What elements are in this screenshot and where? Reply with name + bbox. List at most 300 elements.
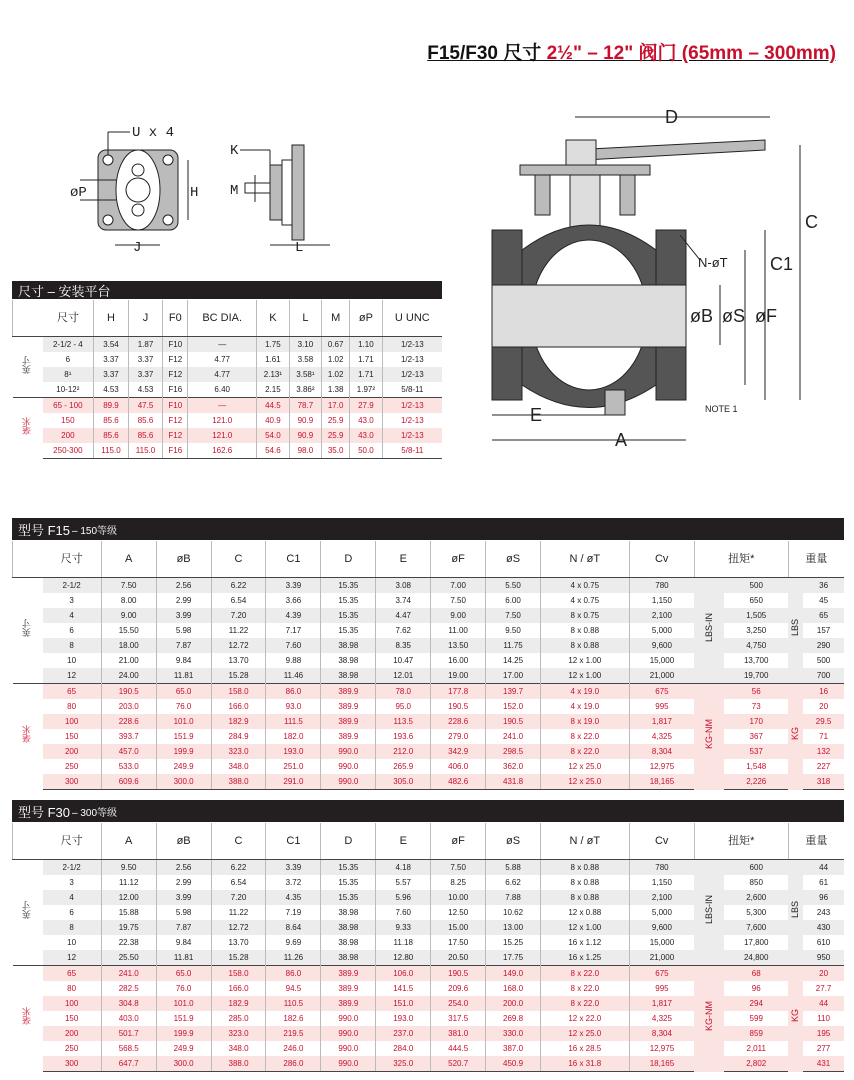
table-cell: 115.0 [94,443,129,459]
table-cell: 86.0 [266,966,321,982]
group-label [13,684,43,790]
column-header: 扭矩* [694,541,788,578]
table-cell: 284.9 [211,729,266,744]
table-cell: 1/2-13 [382,428,442,443]
table-cell: 3.54 [94,337,129,353]
table-cell: 158.0 [211,966,266,982]
group-label-text: 毫米 [22,725,32,744]
table-cell: 168.0 [486,981,541,996]
table-cell: 96 [751,984,761,993]
table-cell: 5.57 [376,875,431,890]
table-cell: 15,000 [629,935,694,950]
table-cell: 990.0 [321,1026,376,1041]
table-cell: 5,300 [746,908,767,917]
f15-table [12,541,844,790]
table-cell: 18.00 [101,638,156,653]
table-cell: 132 [803,744,844,759]
table-cell: 40.9 [257,413,290,428]
table-cell: 7.20 [211,890,266,905]
table-cell: 85.6 [94,413,129,428]
column-header: øF [431,541,486,578]
column-header: A [101,541,156,578]
column-header: 重量 [788,823,844,860]
table-cell: 3.37 [128,352,163,367]
table-cell: 71 [819,732,829,741]
f15-header [12,518,844,540]
table-cell: 388.0 [211,1056,266,1072]
table-cell: 290 [803,638,844,653]
table-cell: 47.5 [128,398,163,414]
table-row [13,966,845,982]
table-cell: 3.10 [289,337,322,353]
group-label-text: 毫米 [22,416,32,435]
table-cell: 13.50 [431,638,486,653]
table-cell: 610 [816,938,831,947]
table-cell: 277 [816,1044,831,1053]
torque-unit-text: KG-NM [703,1000,714,1031]
table-cell: 15.35 [321,860,376,876]
table-cell: 780 [629,578,694,594]
label-h: H [190,185,199,201]
table-cell: 19.00 [431,668,486,684]
table-header-row [13,541,845,578]
group-label [13,860,43,966]
table-cell: 241.0 [101,966,156,982]
table-cell: 7.88 [486,890,541,905]
table-row [13,337,443,353]
table-cell: 4.47 [376,608,431,623]
table-cell: 389.9 [321,996,376,1011]
table-cell: 2.99 [156,875,211,890]
table-row [13,352,443,367]
table-cell: 300.0 [156,1056,211,1072]
table-cell: 8 x 22.0 [541,744,630,759]
table-cell: 12 x 1.00 [541,668,630,684]
table-cell: 94.5 [266,981,321,996]
table-cell: 6.40 [188,382,257,398]
column-header: BC DIA. [188,300,257,337]
table-cell: 166.0 [211,699,266,714]
table-cell: 6 [69,908,74,917]
table-cell: 500 [724,578,788,594]
table-cell: 12 x 1.00 [541,920,630,935]
table-cell: 141.5 [376,981,431,996]
table-cell: 367 [749,732,763,741]
table-cell: 9,600 [629,638,694,653]
table-cell: 89.9 [94,398,129,414]
table-cell: 8.35 [376,638,431,653]
group-label-text: 英寸 [22,355,32,374]
table-cell: 16 [803,684,844,700]
table-cell: 13.70 [211,935,266,950]
table-cell: 2-1/2 - 4 [43,337,94,353]
table-cell: 254.0 [431,996,486,1011]
table-cell: 18,165 [629,1056,694,1072]
table-cell: 16 x 1.12 [541,935,630,950]
table-cell: 106.0 [376,966,431,982]
table-cell: 150 [61,416,75,425]
table-cell: 150 [64,732,79,741]
table-cell: 101.0 [156,996,211,1011]
table-cell: 4.53 [128,382,163,398]
table-row [13,413,443,428]
table-cell: 15.35 [321,578,376,594]
torque-unit-text: LBS-IN [703,894,714,924]
table-cell: 9.50 [101,860,156,876]
table-cell: 251.0 [266,759,321,774]
table-cell: 38.98 [321,905,376,920]
table-cell: 1.61 [257,352,290,367]
table-cell: 1/2-13 [382,337,442,353]
table-cell: 25.50 [101,950,156,966]
table-cell: 18,165 [629,774,694,790]
table-cell: 8 x 0.88 [541,860,630,876]
table-cell: 780 [629,860,694,876]
table-cell: 21.00 [101,653,156,668]
table-cell: 2.56 [156,860,211,876]
table-cell: 15.00 [431,920,486,935]
mounting-pad-drawing [70,120,410,280]
table-cell: 389.9 [321,729,376,744]
table-cell: 4 [43,608,102,623]
table-cell: 9.88 [266,653,321,668]
table-cell: 44 [803,860,844,876]
table-header-row [13,823,845,860]
column-header: D [321,541,376,578]
table-cell: 6.54 [211,593,266,608]
table-cell: 7.62 [376,623,431,638]
table-cell: 110 [817,1014,830,1023]
table-cell: F10 [163,337,188,353]
table-cell: 111.5 [266,714,321,729]
table-cell: 65.0 [156,966,211,982]
table-cell: 859 [724,1026,788,1041]
table-cell: 43.0 [350,413,383,428]
table-cell: 1.10 [350,337,383,353]
table-cell: 3.86² [289,382,322,398]
table-cell: 4,325 [629,729,694,744]
table-cell: 85.6 [128,413,163,428]
table-cell: 15,000 [629,653,694,668]
column-header: øP [350,300,383,337]
table-cell: 8 x 19.0 [541,714,630,729]
weight-unit-text: KG [790,1009,801,1023]
table-cell: 8.25 [431,875,486,890]
table-cell: 65 [43,684,102,700]
table-cell: 27.9 [350,398,383,414]
table-cell: 12 x 25.0 [541,1026,630,1041]
table-cell: 675 [629,966,694,982]
table-cell: 4,325 [629,1011,694,1026]
table-cell: 85.6 [94,428,129,443]
table-cell: 431.8 [486,774,541,790]
table-cell: 227 [816,762,831,771]
table-cell: 1.02 [322,367,350,382]
table-cell: 65.0 [156,684,211,700]
label-ux4: U x 4 [132,125,175,141]
label-not: N-øT [698,255,728,270]
table-cell: 101.0 [156,714,211,729]
table-cell: 10.47 [376,653,431,668]
table-cell: 121.0 [188,428,257,443]
table-cell: 12 [43,950,102,966]
table-cell: 291.0 [266,774,321,790]
table-cell: 151.0 [376,996,431,1011]
table-cell: 389.9 [321,714,376,729]
table-cell: 995 [629,981,694,996]
column-header: C1 [266,823,321,860]
column-header: C1 [266,541,321,578]
label-e: E [530,405,543,425]
table-cell: 209.6 [431,981,486,996]
table-cell: 4.77 [188,352,257,367]
table-cell: 228.6 [101,714,156,729]
table-cell: 3.37 [128,367,163,382]
table-cell: 200 [43,1026,102,1041]
table-cell: 9.33 [376,920,431,935]
mount-header-text: 尺寸 – 安装平台 [18,283,111,299]
table-cell: 12 x 22.0 [541,1011,630,1026]
weight-unit [788,684,803,790]
label-ob: øB [690,306,714,326]
table-cell: 14.25 [486,653,541,668]
table-cell: 249.9 [156,759,211,774]
weight-unit-text: LBS [790,900,801,918]
table-cell: 3.74 [376,593,431,608]
table-cell: 389.9 [321,699,376,714]
table-cell: 2-1/2 [43,578,102,594]
table-cell: 3,250 [746,626,767,635]
table-cell: 431 [803,1056,844,1072]
table-cell: 54.0 [257,428,290,443]
table-cell: 8,304 [629,1026,694,1041]
table-cell: 12.00 [101,890,156,905]
weight-unit [788,578,803,684]
table-cell: 7.87 [156,638,211,653]
table-cell: 139.7 [486,684,541,700]
table-cell: F12 [163,413,188,428]
column-header: øB [156,541,211,578]
table-cell: 11.00 [431,623,486,638]
table-cell: 157 [816,626,831,635]
table-cell: 990.0 [321,1011,376,1026]
table-cell: 2-1/2 [43,860,102,876]
table-cell: 38.98 [321,668,376,684]
table-cell: 10-12² [56,385,80,394]
table-cell: 10 [67,938,77,947]
table-cell: 285.0 [211,1011,266,1026]
table-cell: 387.0 [486,1041,541,1056]
table-cell: 38.98 [321,638,376,653]
table-cell: 80 [67,702,77,711]
column-header: E [376,541,431,578]
table-cell: 520.7 [431,1056,486,1072]
label-d: D [665,107,678,127]
table-cell: 1/2-13 [382,413,442,428]
table-cell: 1/2-13 [382,398,442,414]
table-cell: 25.9 [322,413,350,428]
table-cell: 228.6 [431,714,486,729]
table-cell: 4.35 [266,890,321,905]
table-cell: 2,226 [724,774,788,790]
table-cell: 6 [69,626,74,635]
column-header: K [257,300,290,337]
table-cell: 10.00 [431,890,486,905]
table-cell: 151.9 [156,1011,211,1026]
table-cell: 8 [43,920,102,935]
table-cell: 16 x 1.25 [541,950,630,966]
table-cell: 7.19 [266,905,321,920]
table-cell: 98.0 [289,443,322,459]
label-c: C [805,212,818,232]
column-header: øS [486,823,541,860]
column-header: U UNC [382,300,442,337]
table-cell: 7.50 [486,608,541,623]
table-cell: 348.0 [211,759,266,774]
label-j: J [133,240,142,256]
table-cell: 16 x 31.8 [541,1056,630,1072]
table-cell: 17.75 [486,950,541,966]
table-cell: 200 [43,428,94,443]
table-cell: 190.5 [431,699,486,714]
table-cell: 65 [43,966,102,982]
table-cell: 5,000 [629,905,694,920]
table-cell: 73 [751,702,761,711]
table-cell: 199.9 [156,1026,211,1041]
table-cell: 700 [803,668,844,684]
table-cell: 279.0 [431,729,486,744]
table-cell: 22.38 [101,935,156,950]
table-cell: 151.9 [156,729,211,744]
table-cell: 1,505 [724,608,788,623]
table-cell: 389.9 [321,981,376,996]
table-cell: 1,150 [629,875,694,890]
table-cell: 90.9 [289,413,322,428]
table-cell: 4.39 [266,608,321,623]
table-cell: 0.67 [322,337,350,353]
table-cell: 3 [69,596,74,605]
table-cell: 13.70 [211,653,266,668]
table-cell: 195 [803,1026,844,1041]
table-cell: 501.7 [101,1026,156,1041]
table-cell: 12 x 1.00 [541,653,630,668]
header-spacer [13,300,43,337]
table-cell: 1/2-13 [382,352,442,367]
column-header: øB [156,823,211,860]
table-cell: 1,150 [629,593,694,608]
table-cell: 11.12 [101,875,156,890]
table-cell: 5.88 [486,860,541,876]
group-label [13,398,43,459]
column-header: L [289,300,322,337]
table-cell: 3.66 [266,593,321,608]
table-cell: 8 x 22.0 [541,981,630,996]
table-cell: 5/8-11 [382,382,442,398]
table-cell: 50.0 [350,443,383,459]
column-header: H [94,300,129,337]
ball-valve-drawing [470,100,840,460]
table-cell: 85.6 [128,428,163,443]
table-header-row [13,300,443,337]
table-cell: 3.39 [266,860,321,876]
table-cell: 325.0 [376,1056,431,1072]
table-cell: F10 [163,398,188,414]
column-header: 尺寸 [43,541,102,578]
table-cell: — [188,337,257,353]
table-cell: 20 [803,966,844,982]
table-cell: 990.0 [321,759,376,774]
table-cell: 650 [749,596,763,605]
table-cell: 246.0 [266,1041,321,1056]
table-cell: 15.35 [321,890,376,905]
table-cell: 8.00 [101,593,156,608]
table-cell: 27.7 [815,984,832,993]
table-cell: 15.28 [211,668,266,684]
table-cell: 193.6 [376,729,431,744]
table-cell: — [188,398,257,414]
table-cell: 265.9 [376,759,431,774]
column-header: D [321,823,376,860]
table-cell: 65 [803,608,844,623]
table-cell: 2,100 [629,608,694,623]
table-cell: 96 [803,890,844,905]
table-cell: 152.0 [486,699,541,714]
table-cell: 12,975 [629,759,694,774]
table-cell: 12 x 0.88 [541,905,630,920]
table-cell: 2,802 [724,1056,788,1072]
label-k: K [230,143,239,159]
table-cell: 300.0 [156,774,211,790]
table-cell: 17,800 [743,938,769,947]
table-cell: 15.50 [101,623,156,638]
table-cell: 12 x 25.0 [541,759,630,774]
table-cell: 7.20 [211,608,266,623]
weight-unit [788,860,803,966]
table-cell: 444.5 [431,1041,486,1056]
table-cell: 16.00 [431,653,486,668]
table-cell: 8 [43,638,102,653]
f30-header [12,800,844,822]
column-header: 尺寸 [43,823,102,860]
table-cell: 9.69 [266,935,321,950]
table-cell: 7.87 [156,920,211,935]
table-cell: 182.9 [211,996,266,1011]
table-row [13,428,443,443]
table-cell: 294 [724,996,788,1011]
table-cell: 20 [819,702,829,711]
table-cell: 29.5 [803,714,844,729]
table-cell: 65 - 100 [43,398,94,414]
table-cell: 250-300 [43,443,94,459]
table-cell: 177.8 [431,684,486,700]
table-cell: 6 [65,355,71,364]
title-range: 2½" – 12" 阀门 (65mm – 300mm) [546,43,836,64]
table-cell: 4.53 [94,382,129,398]
table-cell: 7.00 [431,578,486,594]
label-a: A [615,430,628,450]
table-cell: 249.9 [156,1041,211,1056]
table-cell: 8.64 [266,920,321,935]
table-row [13,578,845,594]
table-cell: 56 [724,684,788,700]
table-cell: F12 [163,367,188,382]
label-op: øP [70,185,87,201]
table-cell: 323.0 [211,1026,266,1041]
table-cell: 362.0 [486,759,541,774]
table-cell: 12.80 [376,950,431,966]
table-cell: 1.38 [322,382,350,398]
header-spacer [13,823,43,860]
